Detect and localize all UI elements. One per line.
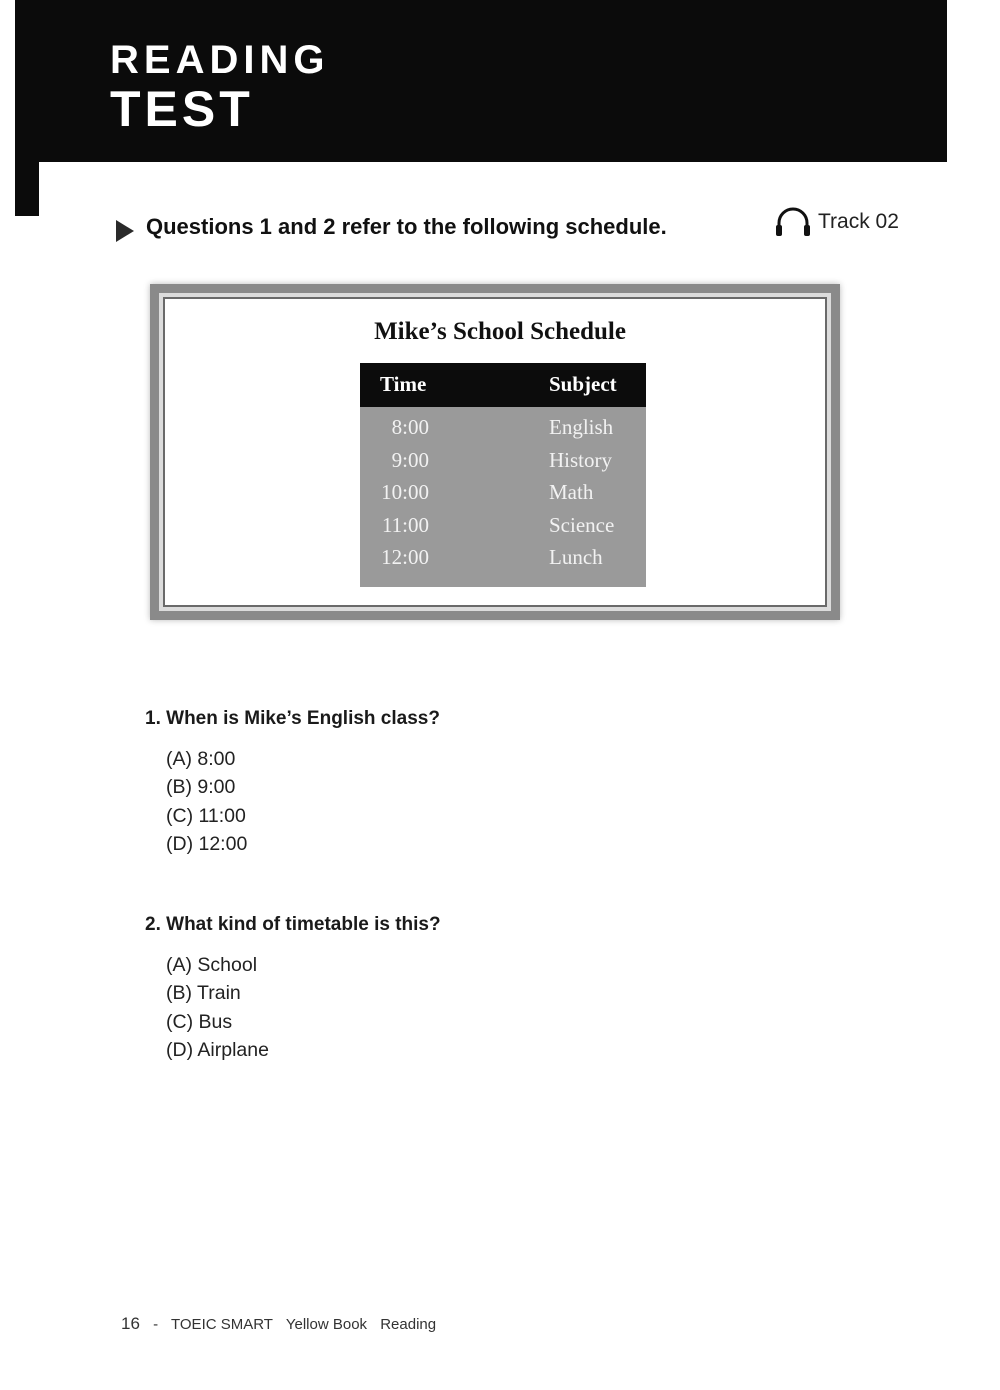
answer-option-2c[interactable]: (C) Bus	[166, 1011, 233, 1033]
row-subject: Science	[549, 512, 615, 537]
headphones-icon	[774, 206, 812, 238]
footer-series: TOEIC SMART	[171, 1316, 273, 1333]
question-2	[145, 914, 441, 936]
table-row	[360, 411, 646, 444]
play-arrow-icon	[116, 220, 134, 242]
row-subject: Lunch	[549, 545, 603, 569]
page-number: 16	[121, 1314, 140, 1333]
header-banner-tab	[15, 162, 39, 216]
table-row	[360, 541, 646, 574]
row-time: 11:00	[381, 512, 429, 537]
track-number: Track 02	[818, 210, 899, 233]
row-subject: English	[549, 415, 614, 439]
header-banner-curve	[39, 162, 99, 216]
header-title-test: TEST	[110, 81, 254, 137]
table-row	[360, 476, 646, 509]
row-time: 12:00	[381, 545, 429, 569]
schedule-table	[360, 363, 646, 587]
schedule-header-row	[360, 363, 646, 407]
footer-separator: -	[153, 1316, 159, 1333]
row-time: 9:00	[391, 447, 429, 472]
question-text: What kind of timetable is this?	[166, 914, 441, 935]
answer-option-1c[interactable]: (C) 11:00	[166, 805, 246, 827]
answer-option-1d[interactable]: (D) 12:00	[166, 833, 248, 855]
row-subject: History	[549, 447, 612, 472]
question-1	[145, 708, 440, 730]
footer-section: Reading	[380, 1316, 437, 1333]
footer-book: Yellow Book	[285, 1316, 368, 1333]
answer-option-2d[interactable]: (D) Airplane	[166, 1039, 269, 1061]
table-row	[360, 444, 646, 477]
question-text: When is Mike’s English class?	[166, 708, 440, 729]
row-subject: Math	[549, 480, 594, 504]
row-time: 10:00	[381, 480, 429, 504]
schedule-title: Mike’s School Schedule	[374, 318, 626, 345]
track-label[interactable]	[774, 204, 899, 240]
answer-option-2a[interactable]: (A) School	[166, 954, 258, 976]
question-number: 2.	[145, 914, 161, 935]
instruction-text: Questions 1 and 2 refer to the following schedule.	[146, 214, 667, 239]
page-footer	[121, 1314, 445, 1334]
column-header-subject: Subject	[549, 372, 617, 396]
table-row	[360, 509, 646, 542]
row-time: 8:00	[391, 415, 429, 439]
column-header-time: Time	[380, 372, 427, 396]
answer-option-1b[interactable]: (B) 9:00	[166, 776, 236, 798]
answer-option-2b[interactable]: (B) Train	[166, 982, 241, 1004]
header-title-reading: READING	[110, 38, 330, 82]
question-number: 1.	[145, 708, 161, 729]
answer-option-1a[interactable]: (A) 8:00	[166, 748, 236, 770]
